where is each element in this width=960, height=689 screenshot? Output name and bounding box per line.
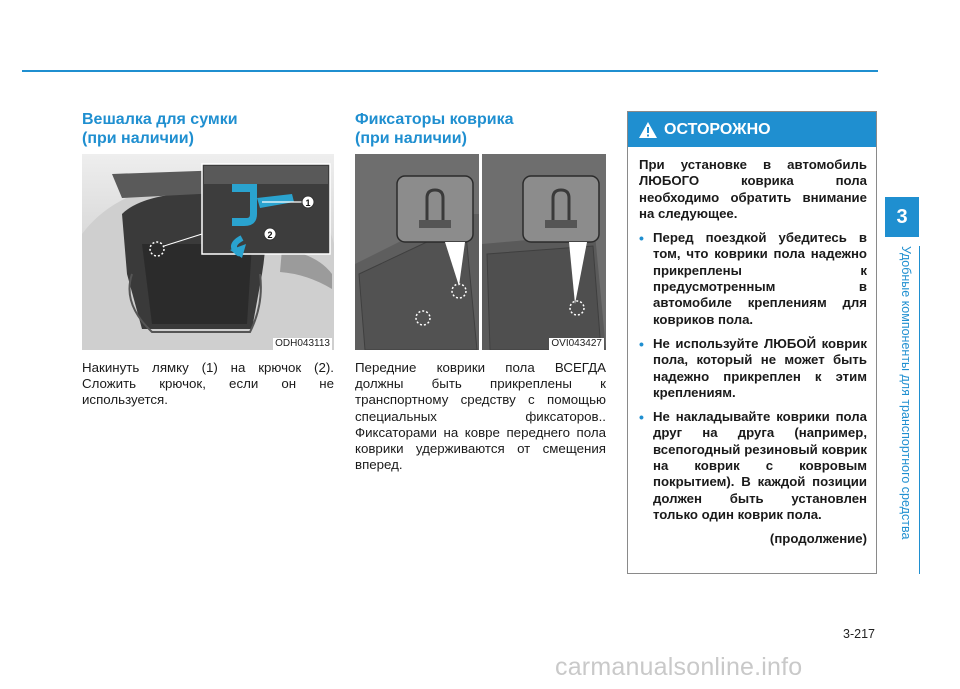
bullet-icon: •: [639, 335, 644, 352]
section-text: Передние коврики пола ВСЕГДА должны быть прикреплены к транспортному средству с помощью специальных фиксаторов.. Фиксаторами на ковре переднего пола коврики удерживаются от смещения вперед.: [355, 360, 606, 473]
section-bag-hook: [82, 110, 334, 409]
figure-code: OVI043427: [551, 338, 602, 349]
chapter-title: Удобные компоненты для транспортного средства: [899, 246, 913, 540]
list-item: • Перед поездкой убедитесь в том, что коврики пола надежно прикреплены к предусмотренным в автомобиле креплениям для ковриков пола.: [639, 230, 867, 327]
list-item: • Не используйте ЛЮБОЙ коврик пола, который не может быть надежно прикреплен к этим креплениям.: [639, 335, 867, 400]
figure-code: ODH043113: [275, 338, 330, 349]
continued-label: (продолжение): [769, 531, 867, 547]
figure-mat-anchors: [355, 154, 606, 350]
warning-header: [628, 112, 876, 147]
figure-bag-hook: [82, 154, 334, 350]
callout-1: 1: [305, 198, 311, 208]
warning-intro: При установке в автомобиль ЛЮБОГО коврика пола необходимо обратить внимание на следующее.: [639, 157, 867, 221]
chapter-number: 3: [885, 197, 919, 237]
warning-body: [628, 147, 876, 548]
section-text: Накинуть лямку (1) на крючок (2). Сложить крючок, если он не используется.: [82, 360, 334, 408]
warning-box: [627, 111, 877, 574]
bullet-icon: •: [639, 409, 644, 426]
trunk-illustration: [82, 154, 334, 350]
floor-mat-illustration: [355, 154, 606, 350]
section-title: Вешалка для сумки (при наличии): [82, 111, 238, 147]
chapter-rule: [919, 246, 920, 574]
warning-list: [639, 230, 867, 523]
list-item: • Не накладывайте коврики пола друг на друга (например, всепогодный резиновый коврик на коврик с ковровым покрытием). В каждой позиции должен быть установлен только один коврик пола.: [639, 409, 867, 522]
section-title: Фиксаторы коврика (при наличии): [355, 111, 514, 147]
warning-title: ОСТОРОЖНО: [664, 120, 771, 138]
top-rule: [22, 70, 878, 72]
warning-triangle-icon: [638, 121, 658, 139]
page-number: 3-217: [843, 627, 875, 641]
callout-2: 2: [267, 230, 273, 240]
section-mat-anchors: [355, 110, 606, 473]
watermark: carmanualsonline.info: [555, 653, 803, 681]
bullet-icon: •: [639, 230, 644, 247]
